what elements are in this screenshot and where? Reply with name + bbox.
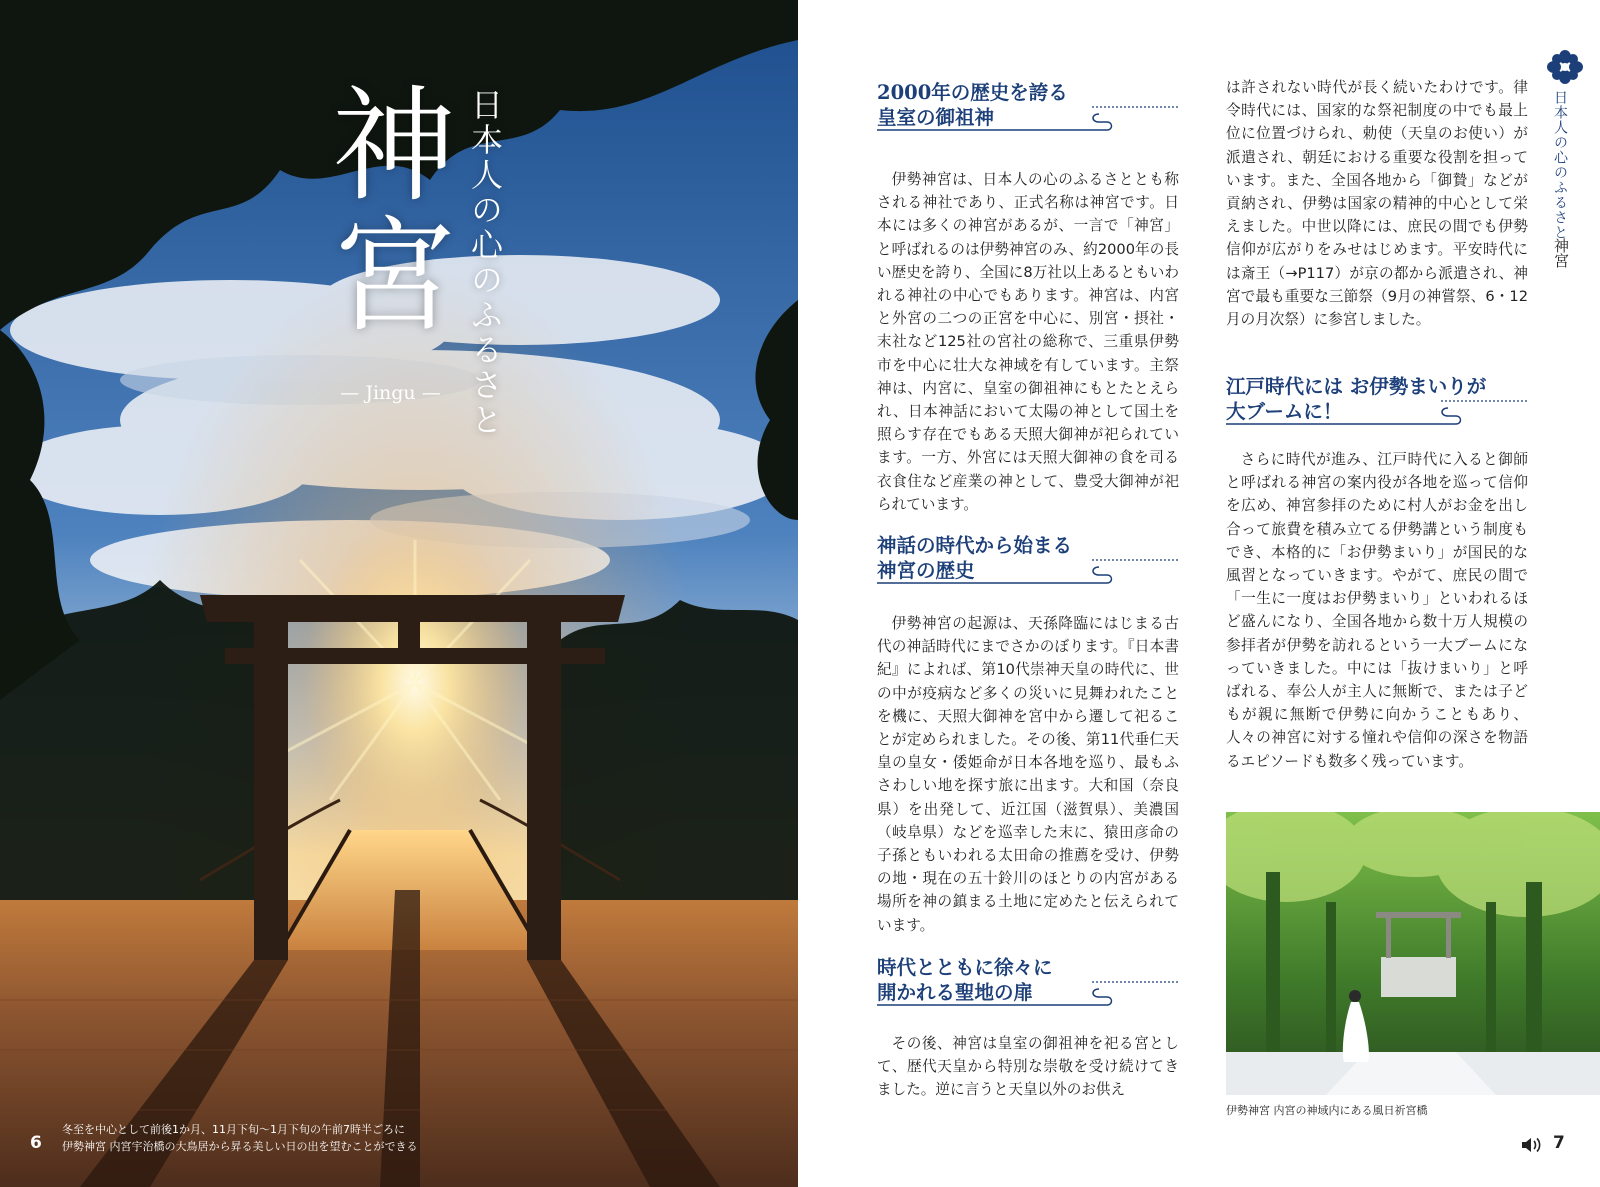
heading-line: 江戸時代には お伊勢まいりが xyxy=(1226,375,1487,398)
sidebar-chapter-label: 神宮 xyxy=(1552,238,1570,268)
speaker-icon[interactable] xyxy=(1520,1135,1544,1155)
sidebar-section-title: 日本人の心のふるさと xyxy=(1552,90,1568,240)
caption-line: 伊勢神宮 内宮宇治橋の大鳥居から昇る美しい日の出を望むことができる xyxy=(62,1140,418,1153)
forest-photo-illustration xyxy=(1226,812,1600,1095)
photo-caption xyxy=(62,1121,418,1155)
page-number-right: 7 xyxy=(1553,1133,1565,1153)
heading-line: 時代とともに徐々に xyxy=(877,956,1053,979)
forest-bridge-photo xyxy=(1226,812,1600,1095)
page-subtitle: 日本人の心のふるさと xyxy=(466,88,504,438)
heading-rule xyxy=(877,100,1182,136)
page-title: 神宮 xyxy=(311,80,455,340)
heading-line: 皇室の御祖神 xyxy=(877,106,995,129)
heading-rule xyxy=(877,975,1182,1011)
body-paragraph: は許されない時代が長く続いたわけです。律令時代には、国家的な祭祀制度の中でも最上位に位置づけられ、勅使（天皇のお使い）が派遣され、朝廷における重要な役割を担っています。また、全国各地から「御贄」などが貢納され、伊勢は国家の精神的中心として栄えました。中世以降には、庶民の間でも伊勢信仰が広がりをみせはじめます。平安時代には斎王（→P117）が京の都から派遣され、神宮で最も重要な三節祭（9月の神嘗祭、6・12月の月次祭）に参宮しました。 xyxy=(1226,79,1528,329)
heading-line: 2000年の歴史を誇る xyxy=(877,81,1068,104)
section-body xyxy=(1226,448,1528,773)
heading-line: 神話の時代から始まる xyxy=(877,534,1073,557)
title-english: — Jingu — xyxy=(340,382,441,404)
heading-line: 開かれる聖地の扉 xyxy=(877,981,1034,1004)
cover-photo xyxy=(0,0,798,1187)
body-paragraph: さらに時代が進み、江戸時代に入ると御師と呼ばれる神宮の案内役が各地を巡って信仰を広め、神宮参拝のために村人がお金を出し合って旅費を積み立てる伊勢講という制度もでき、本格的に「お伊勢まいり」が国民的な風習となっていきます。やがて、庶民の間で「一生に一度はお伊勢まいり」といわれるほど盛んになり、全国各地から数十万人規模の参拝者が伊勢を訪れるという一大ブームになっていきました。中には「抜けまいり」と呼ばれる、奉公人が主人に無断で、または子どもが親に無断で伊勢に向かうこともあり、人々の神宮に対する憧れや信仰の深さを物語るエピソードも数多く残っています。 xyxy=(1226,451,1528,770)
heading-line: 大ブームに！ xyxy=(1226,400,1343,423)
caption-line: 冬至を中心として前後1か月、11月下旬〜1月下旬の午前7時半ごろに xyxy=(62,1123,405,1136)
body-paragraph: 伊勢神宮は、日本人の心のふるさととも称される神社であり、正式名称は神宮です。日本には多くの神宮があるが、一言で「神宮」と呼ばれるのは伊勢神宮のみ、約2000年の長い歴史を誇り、全国に8万社以上あるともいわれる神社の中心でもあります。神宮は、内宮と外宮の二つの正宮を中心に、別宮・摂社・末社など125社の宮社の総称で、三重県伊勢市を中心に壮大な神域を有しています。主祭神は、内宮に、皇室の御祖神にもとたとえられ、日本神話において太陽の神として国土を照らす存在でもある天照大御神が祀られています。一方、外宮には天照大御神の食を司る衣食住など産業の神として、豊受大御神が祀られています。 xyxy=(877,171,1179,513)
section-body xyxy=(877,612,1179,937)
heading-rule xyxy=(877,553,1182,589)
body-paragraph: 伊勢神宮の起源は、天孫降臨にはじまる古代の神話時代にまでさかのぼります。『日本書紀』によれば、第10代崇神天皇の時代に、世の中が疫病など多くの災いに見舞われたことを機に、天照大御神を宮中から遷して祀ることが定められました。その後、第11代垂仁天皇の皇女・倭姫命が日本各地を巡り、最もふさわしい地を探す旅に出ます。大和国（奈良県）を出発して、近江国（滋賀県）、美濃国（岐阜県）などを巡幸した末に、猿田彦命の子孫ともいわれる太田命の推薦を受け、伊勢の地・現在の五十鈴川のほとりの内宮がある場所を神の鎮まる土地に定めたと伝えられています。 xyxy=(877,615,1179,934)
heading-line: 神宮の歴史 xyxy=(877,559,975,582)
heading-rule xyxy=(1226,394,1531,430)
section-body xyxy=(1226,76,1528,331)
section-body xyxy=(877,168,1179,516)
page-number-left: 6 xyxy=(30,1133,42,1153)
body-paragraph: その後、神宮は皇室の御祖神を祀る宮として、歴代天皇から特別な崇敬を受け続けてきました。逆に言うと天皇以外のお供え xyxy=(877,1035,1179,1099)
section-body xyxy=(877,1032,1179,1102)
crest-icon xyxy=(1545,50,1585,84)
photo-caption: 伊勢神宮 内宮の神域内にある風日祈宮橋 xyxy=(1226,1104,1428,1117)
